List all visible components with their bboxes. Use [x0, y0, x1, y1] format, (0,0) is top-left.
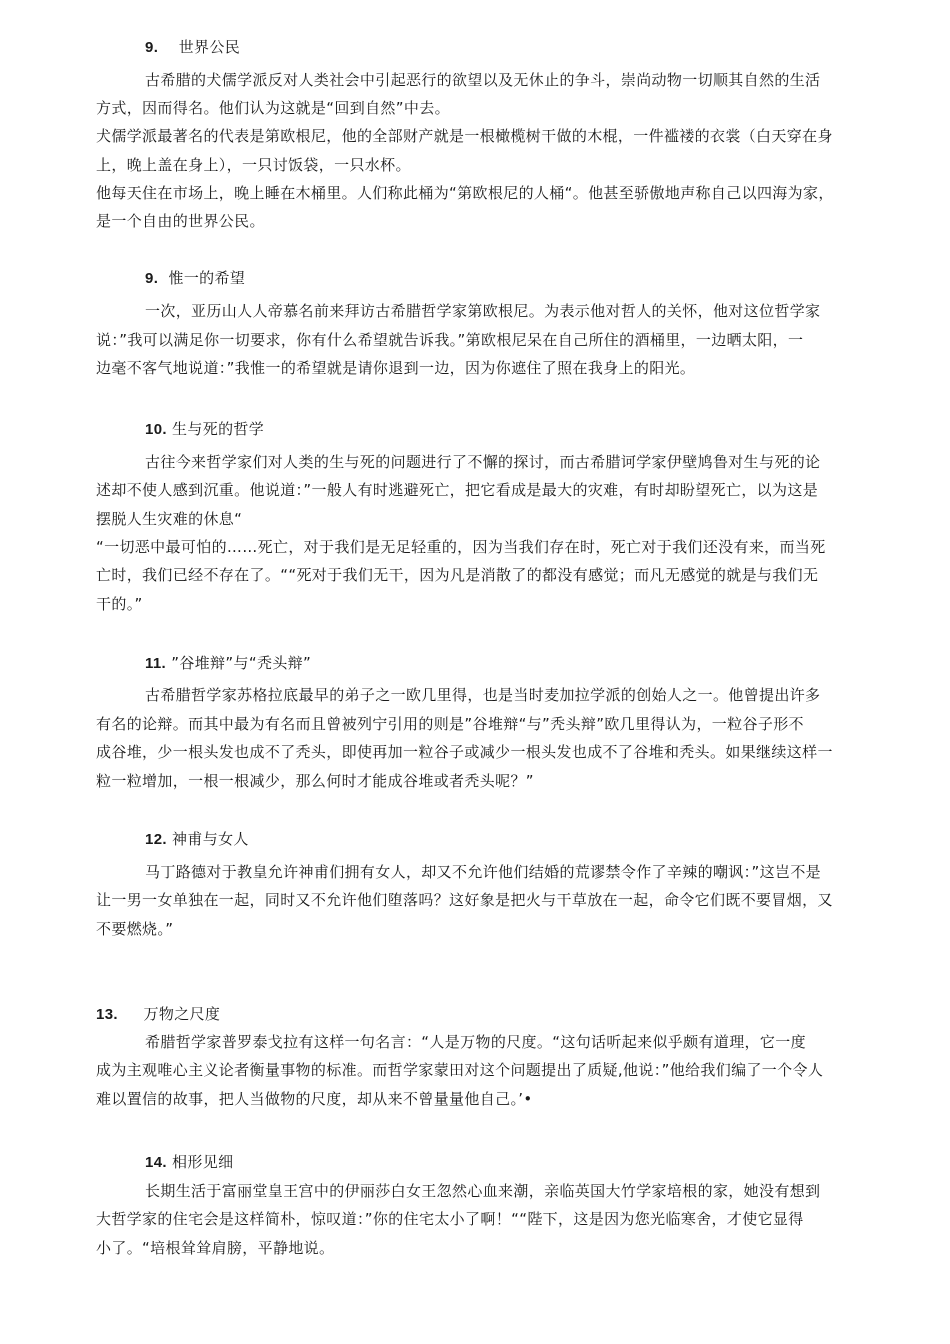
paragraph-line: 粒一粒增加，一根一根减少，那么何时才能成谷堆或者秃头呢？” [96, 772, 534, 790]
section-number: 9. [145, 39, 159, 56]
section-heading [145, 37, 240, 58]
section-heading [145, 419, 264, 440]
paragraph-line: 长期生活于富丽堂皇王宫中的伊丽莎白女王忽然心血来潮，亲临英国大竹学家培根的家，她没有想到 [145, 1182, 821, 1200]
paragraph-line: 边毫不客气地说道：”我惟一的希望就是请你退到一边，因为你遮住了照在我身上的阳光。 [96, 359, 696, 377]
paragraph-line: “一切恶中最可怕的……死亡，对于我们是无足轻重的，因为当我们存在时，死亡对于我们还没有来，而当死 [96, 538, 826, 556]
paragraph-line: 是一个自由的世界公民。 [96, 212, 265, 230]
paragraph-line: 亡时，我们已经不存在了。““死对于我们无干，因为凡是消散了的都没有感觉；而凡无感觉的就是与我们无 [96, 566, 819, 584]
paragraph-line: 有名的论辩。而其中最为有名而且曾被列宁引用的则是”谷堆辩“与”秃头辩”欧几里得认为，一粒谷子形不 [96, 715, 804, 733]
section-title: 生与死的哲学 [172, 420, 265, 438]
section-number: 11. [145, 655, 167, 672]
section-heading [145, 653, 311, 674]
paragraph-line: 马丁路德对于教皇允许神甫们拥有女人，却又不允许他们结婚的荒谬禁令作了辛辣的嘲讽：”这岂不是 [145, 863, 822, 881]
section-heading [145, 268, 245, 289]
paragraph-line: 古往今来哲学家们对人类的生与死的问题进行了不懈的探讨，而古希腊诃学家伊壁鸠鲁对生与死的论 [145, 453, 821, 471]
paragraph-line: 难以置信的故事，把人当做物的尺度，却从来不曾量量他自己。’• [96, 1090, 533, 1108]
paragraph-line: 方式，因而得名。他们认为这就是“回到自然”中去。 [96, 99, 450, 117]
paragraph-line: 他每天住在市场上，晚上睡在木桶里。人们称此桶为“第欧根尼的人桶“。他甚至骄傲地声称自己以四海为家， [96, 184, 834, 202]
paragraph-line: 古希腊哲学家苏格拉底最早的弟子之一欧几里得，也是当时麦加拉学派的创始人之一。他曾提出许多 [145, 686, 821, 704]
paragraph-line: 犬儒学派最著名的代表是第欧根尼，他的全部财产就是一根橄榄树干做的木棍，一件褴褛的衣裳（白天穿在身 [96, 127, 833, 145]
section-heading [145, 1152, 233, 1173]
paragraph-line: 不要燃烧。” [96, 920, 174, 938]
paragraph-line: 干的。” [96, 595, 143, 613]
paragraph-line: 让一男一女单独在一起，同时又不允许他们堕落吗？这好象是把火与干草放在一起，命令它们既不要冒烟，又 [96, 891, 833, 909]
section-title: ”谷堆辩”与“秃头辩” [171, 654, 312, 672]
section-heading [96, 1004, 220, 1025]
paragraph-line: 成谷堆，少一根头发也成不了秃头，即使再加一粒谷子或减少一根头发也成不了谷堆和秃头。如果继续这样一 [96, 743, 833, 761]
section-title: 神甫与女人 [172, 830, 249, 848]
paragraph-line: 述却不使人感到沉重。他说道：”一般人有时逃避死亡，把它看成是最大的灾难，有时却盼望死亡，以为这是 [96, 481, 819, 499]
paragraph-line: 小了。“培根耸耸肩膀，平静地说。 [96, 1239, 335, 1257]
paragraph-line: 古希腊的犬儒学派反对人类社会中引起恶行的欲望以及无休止的争斗，崇尚动物一切顺其自然的生活 [145, 71, 821, 89]
paragraph-line: 大哲学家的住宅会是这样简朴，惊叹道：”你的住宅太小了啊！““陛下，这是因为您光临寒舍，才使它显得 [96, 1210, 804, 1228]
section-title: 万物之尺度 [143, 1005, 221, 1023]
section-number: 10. [145, 421, 167, 438]
section-title: 相形见细 [172, 1153, 234, 1171]
section-number: 12. [145, 831, 167, 848]
section-title: 世界公民 [178, 38, 241, 56]
section-title: 惟一的希望 [168, 269, 246, 287]
paragraph-line: 希腊哲学家普罗泰戈拉有这样一句名言：“人是万物的尺度。“这句话听起来似乎颇有道理，它一度 [145, 1033, 806, 1051]
paragraph-line: 成为主观唯心主义论者衡量事物的标准。而哲学家蒙田对这个问题提出了质疑,他说：”他给我们编了一个令人 [96, 1061, 824, 1079]
paragraph-line: 上，晚上盖在身上），一只讨饭袋，一只水杯。 [96, 156, 411, 174]
paragraph-line: 说：”我可以满足你一切要求，你有什么希望就告诉我。”第欧根尼呆在自己所住的酒桶里，一边晒太阳，一 [96, 331, 804, 349]
section-number: 9. [145, 270, 159, 287]
paragraph-line: 摆脱人生灾难的休息“ [96, 510, 243, 528]
paragraph-line: 一次，亚历山人人帝慕名前来拜访古希腊哲学家第欧根尼。为表示他对哲人的关怀，他对这位哲学家 [145, 302, 821, 320]
section-number: 14. [145, 1154, 167, 1171]
section-number: 13. [96, 1006, 118, 1023]
section-heading [145, 829, 249, 850]
